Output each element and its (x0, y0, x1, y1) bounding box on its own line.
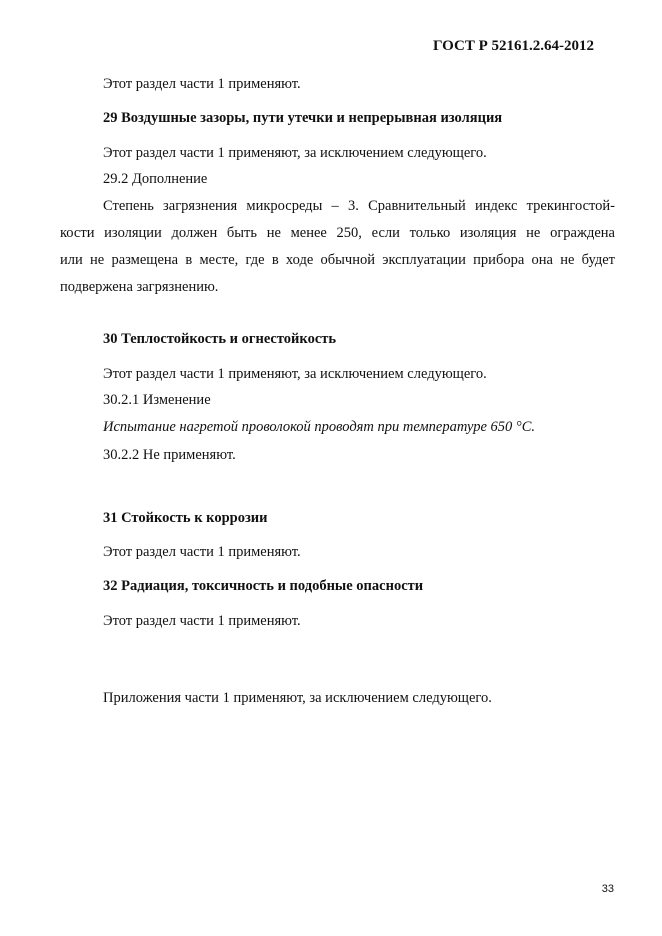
section-29-paragraph-line-1: Степень загрязнения микросреды – 3. Сравнительный индекс трекингостой- (103, 198, 615, 214)
section-30-heading: 30 Теплостойкость и огнестойкость (103, 331, 337, 347)
annex-note-text: Приложения части 1 применяют, за исключением следующего. (103, 690, 492, 706)
section-32-applies-text: Этот раздел части 1 применяют. (103, 613, 301, 629)
page-number: 33 (601, 883, 614, 895)
section-30-2-2-text: 30.2.2 Не применяют. (103, 447, 236, 463)
intro-applies-text: Этот раздел части 1 применяют. (103, 76, 301, 92)
section-29-2-subheading: 29.2 Дополнение (103, 171, 208, 187)
section-31-applies-text: Этот раздел части 1 применяют. (103, 544, 301, 560)
section-31-heading: 31 Стойкость к коррозии (103, 510, 268, 526)
section-29-paragraph-line-2: кости изоляции должен быть не менее 250, если только изоляция не ограждена (60, 225, 615, 241)
section-29-heading: 29 Воздушные зазоры, пути утечки и непрерывная изоляция (103, 110, 503, 126)
section-30-2-1-subheading: 30.2.1 Изменение (103, 392, 211, 408)
section-32-heading: 32 Радиация, токсичность и подобные опасности (103, 578, 424, 594)
section-29-applies-text: Этот раздел части 1 применяют, за исключением следующего. (103, 145, 487, 161)
section-30-applies-text: Этот раздел части 1 применяют, за исключением следующего. (103, 366, 487, 382)
section-29-paragraph-line-3: или не размещена в месте, где в ходе обычной эксплуатации прибора она не будет (60, 252, 615, 268)
section-30-2-1-italic-text: Испытание нагретой проволокой проводят при температуре 650 °С. (103, 419, 535, 435)
document-header: ГОСТ Р 52161.2.64-2012 (432, 38, 594, 54)
section-29-paragraph-line-4: подвержена загрязнению. (60, 279, 219, 295)
